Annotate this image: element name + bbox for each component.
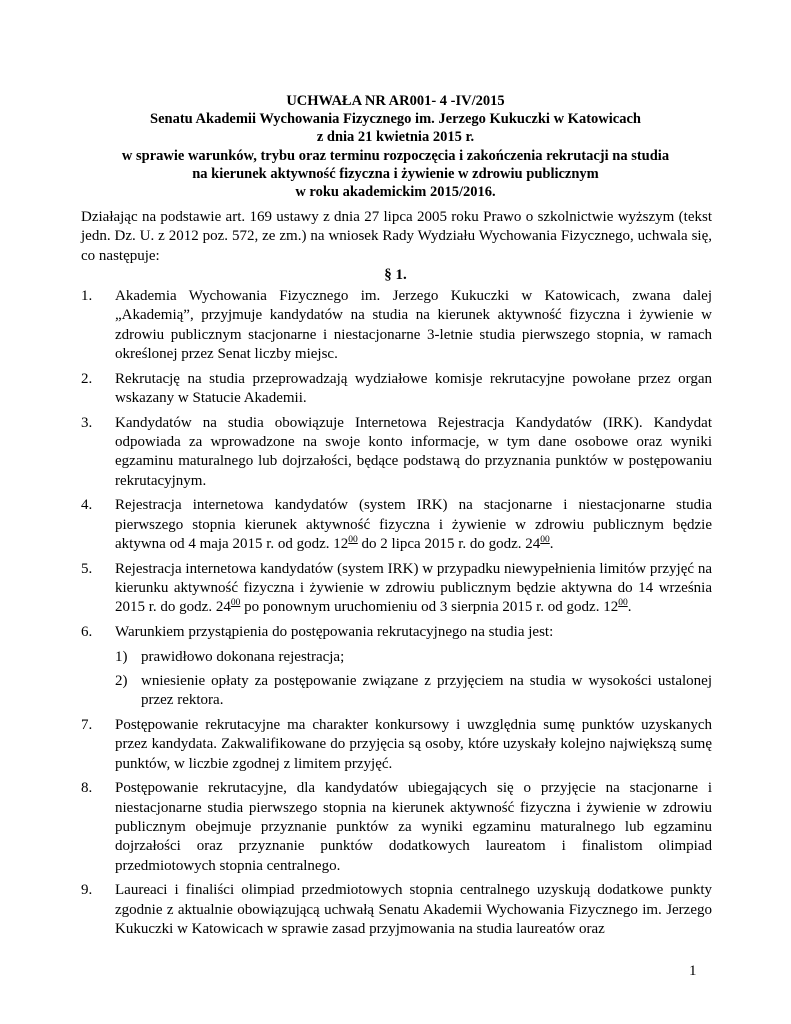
item-number: 2.: [81, 370, 93, 387]
item-number: 5.: [81, 560, 93, 577]
resolution-header: [80, 92, 711, 201]
page-number: 1: [689, 963, 697, 979]
sub-item-text: prawidłowo dokonana rejestracja;: [141, 648, 345, 665]
sub-list-item: [115, 672, 712, 711]
item-text-part: do 2 lipca 2015 r. do godz. 24: [357, 536, 541, 553]
item-text: Akademia Wychowania Fizycznego im. Jerzego Kukuczki w Katowicach, zwana dalej „Akademią”, przyjmuje kandydatów na studia na kierunek aktywność fizyczna i żywienie w zdrowiu publicznym stacjonarne i niestacjonarne 3-letnie studia pierwszego stopnia, w ramach określonej przez Senat liczby miejsc.: [115, 288, 712, 362]
resolution-subject-line-1: w sprawie warunków, trybu oraz terminu rozpoczęcia i zakończenia rekrutacji na studia: [121, 147, 670, 164]
sub-list-item: [115, 648, 712, 667]
item-number: 8.: [81, 780, 93, 797]
item-text: [115, 561, 712, 616]
item-text: Laureaci i finaliści olimpiad przedmiotowych stopnia centralnego uzyskują dodatkowe punkty zgodnie z aktualnie obowiązującą uchwałą Senatu Akademii Wychowania Fizycznego im. Jerzego Kukuczki w Katowicach w sprawie zasad przyjmowania na studia laureatów oraz: [115, 882, 712, 937]
issuing-body: Senatu Akademii Wychowania Fizycznego im. Jerzego Kukuczki w Katowicach: [150, 111, 641, 128]
item-number: 1.: [81, 288, 93, 304]
list-item: [81, 716, 712, 774]
item-number: 6.: [81, 624, 93, 641]
sub-item-text: wniesienie opłaty za postępowanie związane z przyjęciem na studia w wysokości ustalonej przez rektora.: [141, 672, 712, 709]
item-number: 7.: [81, 716, 93, 733]
sub-list: [115, 648, 712, 711]
item-number: 9.: [81, 882, 93, 899]
item-text: Postępowanie rekrutacyjne ma charakter konkursowy i uwzględnia sumę punktów uzyskanych przez kandydata. Zakwalifikowane do przyjęcia są osoby, które uzyskały kolejno największą sumę punktów, w liczbie zgodnej z limitem przyjęć.: [115, 716, 712, 772]
list-item: [81, 370, 712, 409]
item-text: Postępowanie rekrutacyjne, dla kandydatów ubiegających się o przyjęcie na stacjonarne i niestacjonarne studia pierwszego stopnia na kierunek aktywność fizyczna i żywienie w zdrowiu publicznym obejmuje przyznanie punktów za wyniki egzaminu maturalnego lub egzaminu dojrzałości oraz przyznanie punktów dodatkowych laureatom i finalistom olimpiad przedmiotowych stopnia centralnego.: [115, 780, 712, 874]
section-heading: § 1.: [384, 267, 407, 283]
numbered-list: [81, 287, 712, 945]
item-number: 3.: [81, 414, 93, 431]
item-text-part: Rejestracja internetowa kandydatów (system IRK) w przypadku niewypełnienia limitów przyjęć na kierunku aktywność fizyczna i żywienie w zdrowiu publicznym będzie aktywna do 14 września 2015 r. do godz. 24: [115, 560, 712, 616]
time-minutes-superscript: 00: [618, 598, 628, 609]
item-text: Rekrutację na studia przeprowadzają wydziałowe komisje rekrutacyjne powołane przez organ wskazany w Statucie Akademii.: [115, 370, 712, 406]
resolution-date: z dnia 21 kwietnia 2015 r.: [316, 129, 475, 146]
intro-paragraph: Działając na podstawie art. 169 ustawy z dnia 27 lipca 2005 roku Prawo o szkolnictwie wyższym (tekst jedn. Dz. U. z 2012 poz. 572, ze zm.) na wniosek Rady Wydziału Wychowania Fizycznego, uchwala się, co następuje:: [81, 209, 712, 264]
list-item: [81, 779, 712, 875]
item-text: Warunkiem przystąpienia do postępowania rekrutacyjnego na studia jest:: [115, 624, 554, 641]
sub-item-number: 2): [115, 672, 128, 689]
time-minutes-superscript: 00: [540, 535, 550, 546]
item-text-part: po ponownym uruchomieniu od 3 sierpnia 2015 r. od godz. 12: [240, 599, 619, 616]
list-item: [81, 414, 712, 491]
resolution-number: UCHWAŁA NR AR001- 4 -IV/2015: [286, 93, 505, 109]
resolution-subject-line-2: na kierunek aktywność fizyczna i żywienie w zdrowiu publicznym: [192, 165, 599, 182]
item-text-part: Rejestracja internetowa kandydatów (system IRK) na stacjonarne i niestacjonarne studia pierwszego stopnia kierunek aktywność fizyczna i żywienie w zdrowiu publicznym będzie aktywna od 4 maja 2015 r. od godz. 12: [115, 497, 712, 553]
sub-item-number: 1): [115, 648, 128, 665]
time-minutes-superscript: 00: [348, 535, 358, 546]
item-number: 4.: [81, 497, 93, 514]
resolution-subject-line-3: w roku akademickim 2015/2016.: [295, 184, 496, 201]
item-text: Kandydatów na studia obowiązuje Internetowa Rejestracja Kandydatów (IRK). Kandydat odpowiada za wprowadzone na swoje konto informacje, w tym dane osobowe oraz wyniki egzaminu maturalnego lub dojrzałości, będące podstawą do przyznania punktów w postępowaniu rekrutacyjnym.: [115, 414, 712, 489]
list-item: [81, 881, 712, 939]
list-item: [81, 623, 712, 710]
list-item: [81, 560, 712, 618]
item-text-part: .: [627, 599, 632, 616]
item-text-part: .: [549, 536, 554, 553]
time-minutes-superscript: 00: [230, 598, 241, 609]
list-item: [81, 287, 712, 364]
list-item: [81, 496, 712, 554]
item-text: [115, 497, 712, 552]
